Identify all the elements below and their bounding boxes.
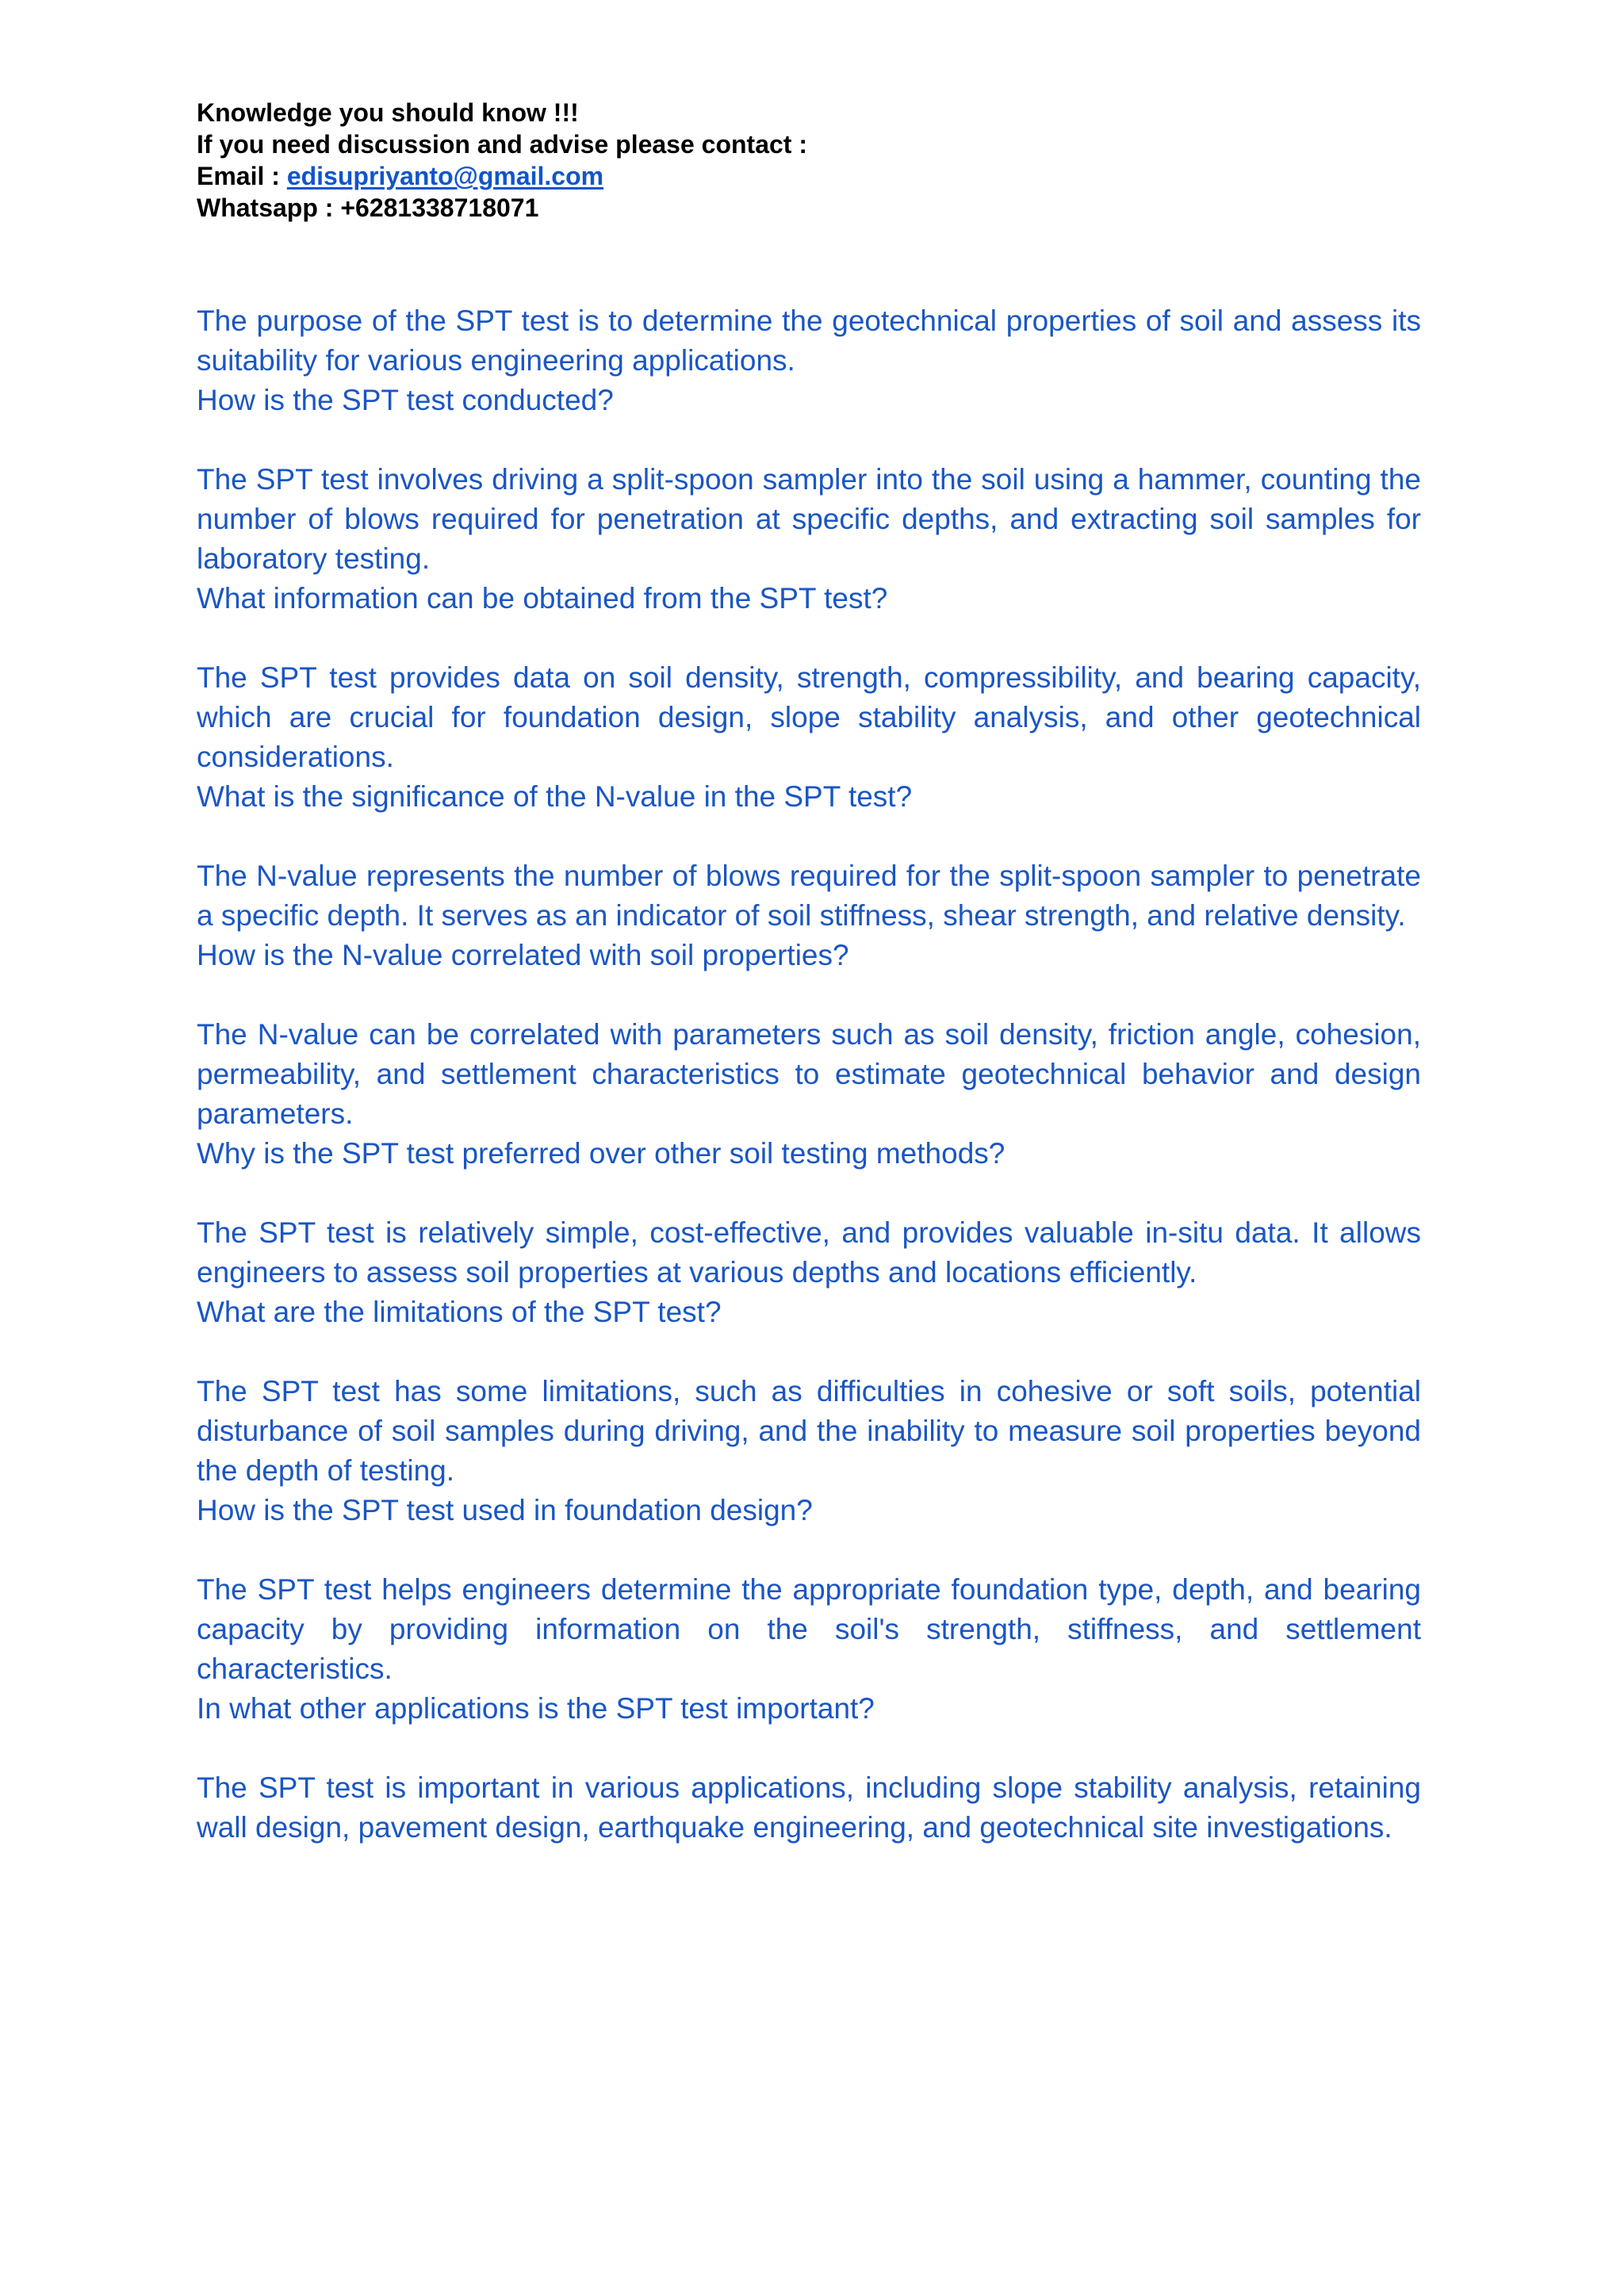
question-4: How is the N-value correlated with soil properties? <box>197 939 849 971</box>
answer-4: The N-value can be correlated with parameters such as soil density, friction angle, cohesion, permeability, and settlement characteristics to estimate geotechnical behavior and design parameters. <box>197 1018 1421 1130</box>
email-label: Email : <box>197 162 287 190</box>
answer-8: The SPT test is important in various applications, including slope stability analysis, retaining wall design, pavement design, earthquake engineering, and geotechnical site investigations. <box>197 1771 1421 1844</box>
answer-6: The SPT test has some limitations, such as difficulties in cohesive or soft soils, potential disturbance of soil samples during driving, and the inability to measure soil properties beyond the depth of testing. <box>197 1375 1421 1487</box>
header-email-line <box>197 160 1434 192</box>
question-5: Why is the SPT test preferred over other soil testing methods? <box>197 1137 1005 1170</box>
answer-7: The SPT test helps engineers determine the appropriate foundation type, depth, and bearing capacity by providing information on the soil's strength, stiffness, and settlement characteristics. <box>197 1573 1421 1685</box>
answer-1: The SPT test involves driving a split-spoon sampler into the soil using a hammer, counting the number of blows required for penetration at specific depths, and extracting soil samples for laboratory testing. <box>197 463 1421 575</box>
question-6: What are the limitations of the SPT test? <box>197 1296 722 1328</box>
answer-2: The SPT test provides data on soil density, strength, compressibility, and bearing capacity, which are crucial for foundation design, slope stability analysis, and other geotechnical considerations. <box>197 661 1421 773</box>
question-3: What is the significance of the N-value in the SPT test? <box>197 780 913 813</box>
question-2: What information can be obtained from the SPT test? <box>197 582 888 615</box>
header-contact-note: If you need discussion and advise please contact : <box>197 130 807 159</box>
email-link[interactable]: edisupriyanto@gmail.com <box>286 162 604 190</box>
question-7: How is the SPT test used in foundation design? <box>197 1494 813 1526</box>
answer-5: The SPT test is relatively simple, cost-effective, and provides valuable in-situ data. It allows engineers to assess soil properties at various depths and locations efficiently. <box>197 1216 1421 1289</box>
contact-header <box>197 97 1434 224</box>
intro-paragraph: The purpose of the SPT test is to determine the geotechnical properties of soil and assess its suitability for various engineering applications. <box>197 304 1421 377</box>
document-body <box>197 301 1421 1848</box>
answer-3: The N-value represents the number of blows required for the split-spoon sampler to penetrate a specific depth. It serves as an indicator of soil stiffness, shear strength, and relative density. <box>197 860 1421 932</box>
question-1: How is the SPT test conducted? <box>197 384 614 416</box>
question-8: In what other applications is the SPT test important? <box>197 1692 875 1725</box>
header-whatsapp: Whatsapp : +6281338718071 <box>197 193 539 222</box>
header-title: Knowledge you should know !!! <box>197 98 579 127</box>
